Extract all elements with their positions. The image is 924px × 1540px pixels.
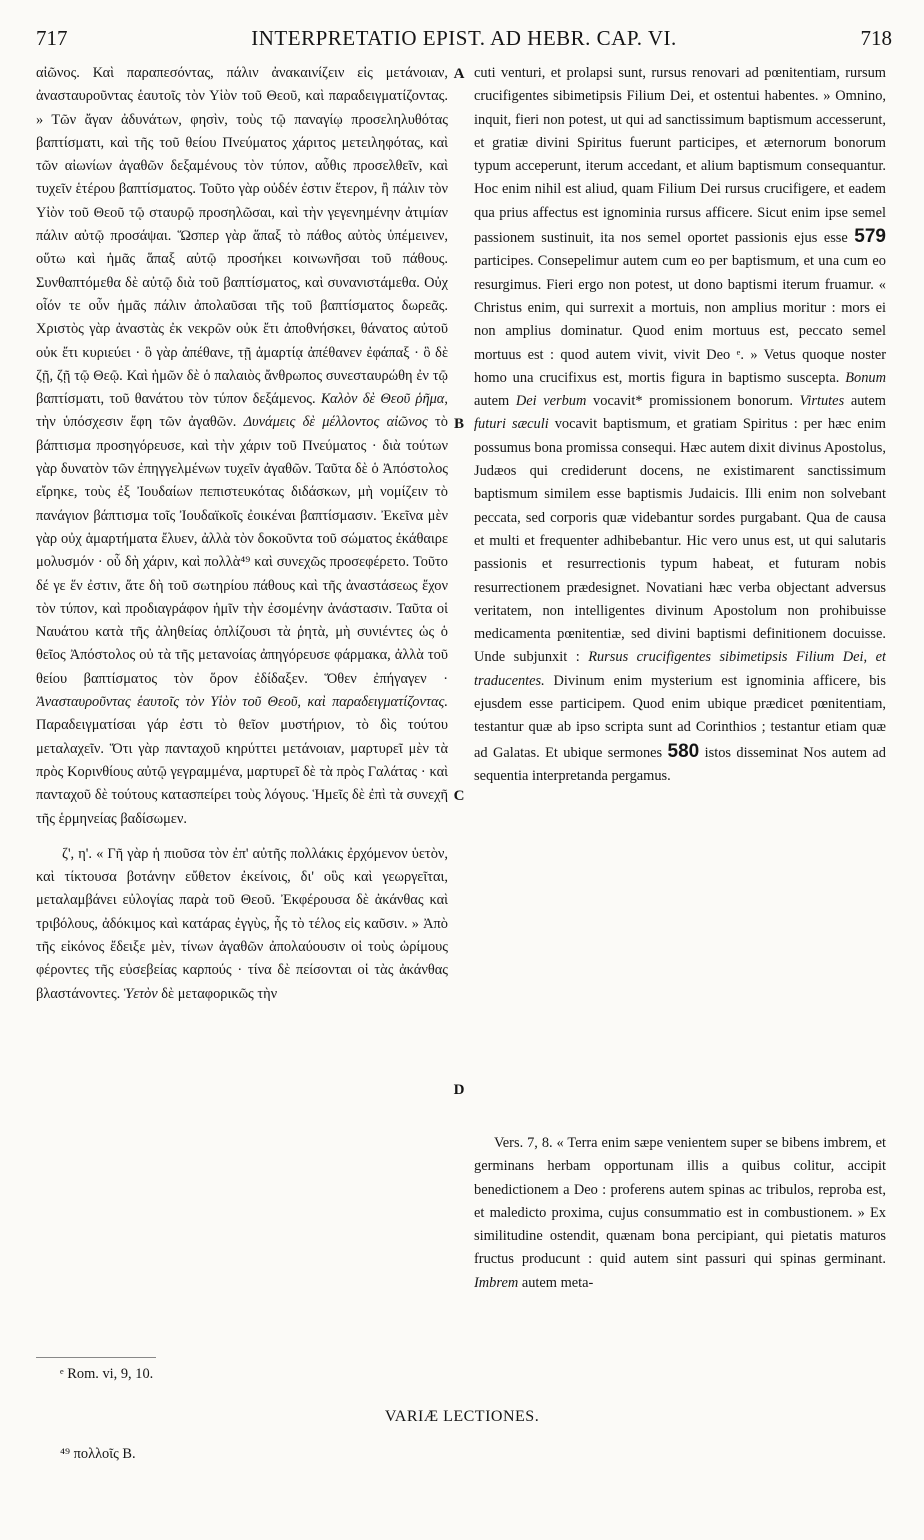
- greek-text: Παραδειγματίσαι γάρ ἐστι τὸ θεῖον μυστήριον, τὸ δὶς τούτου μεταλαχεῖν. Ὅτι γὰρ πανταχοῦ κηρύττει μετάνοιαν, μαρτυρεῖ μὲν τὰ πρὸς Κορινθίους αὐτῷ γεγραμμένα, μαρτυρεῖ δὲ τὰ πρὸς Γαλάτας · καὶ πανταχοῦ δὲ τούτους κατασπείρει τοὺς λόγους. Ἡμεῖς δὲ ἐπὶ τὰ συνεχῆ τῆς ἑρμηνείας βαδίσωμεν.: [36, 717, 448, 827]
- page-number-right: 718: [860, 26, 892, 50]
- greek-text: τὸ βάπτισμα προσηγόρευσε, καὶ τὴν χάριν τοῦ Πνεύματος · διὰ τούτων γὰρ δυνατὸν τῶν ἐπηγγελμένων τυχεῖν ἀγαθῶν. Ταῦτα δὲ ὁ Ἀπόστολος εἴρηκε, τοὺς ἐξ Ἰουδαίων πεπιστευκότας διδάσκων, μὴ νομίζειν τὸ πανάγιον βάπτισμα τοῖς Ἰουδαϊκοῖς ἐοικέναι βαπτίσμασιν. Ἐκεῖνα μὲν γὰρ οὐχ ἁμαρτήματα ἔλυεν, ἀλλὰ τὸν δοκοῦντα τοῦ σώματος ἐκάθαιρε μολυσμόν · οὗ δὴ χάριν, καὶ πολλὰ⁴⁹ καὶ συνεχῶς προσεφέρετο. Τοῦτο δέ γε ἕν ἐστιν, ἅτε δὴ τοῦ σωτηρίου πάθους καὶ τῆς ἀναστάσεως ἔχον τὸν τύπον, καὶ προδιαγράφον ἡμῖν τὴν ἐσομένην ἀνάστασιν. Ταῦτα οἱ Ναυάτου κατὰ τῆς ἀληθείας ὁπλίζουσι τὰ ῥητὰ, μὴ συνιέντες ὡς ὁ θεῖος Ἀπόστολος οὐ τὰ τῆς μετανοίας ἀπηγόρευσε φάρμακα, ἀλλὰ τοῦ θείου βαπτίσματος τὸν ὅρον ἐδίδαξεν. Ὅθεν ἐπήγαγεν ·: [36, 414, 448, 687]
- footnote: ᵉ Rom. vi, 9, 10.: [60, 1366, 154, 1382]
- latin-text: autem meta-: [518, 1274, 594, 1291]
- latin-text: vocavit* promissionem bonorum.: [586, 393, 800, 410]
- greek-italic: Ὑετὸν: [123, 985, 158, 1002]
- latin-italic: Imbrem: [474, 1274, 519, 1291]
- variae-lectiones-heading: VARIÆ LECTIONES.: [384, 1408, 540, 1425]
- greek-italic: Ἀνασταυροῦντας ἑαυτοῖς τὸν Υἱὸν τοῦ Θεοῦ, καὶ παραδειγματίζοντας.: [36, 694, 448, 711]
- latin-text: participes. Consepelimur autem cum eo per baptismum, et una cum eo resurgimus. Fieri ergo non potest, ut dono baptismi iterum fruamur. « Christus enim, qui surrexit a mortuis, non amplius moritur : mors ei non amplius dominatur. Quod enim mortuus est, peccato semel mortuus est : quod autem vivit, vivit Deo ᵉ. » Vetus quoque noster homo una crucifixus est, mortis figura in baptismo suscepta.: [474, 253, 886, 386]
- footnote-rule: [36, 1357, 156, 1358]
- latin-italic: futuri sæculi: [474, 416, 549, 433]
- latin-italic: Bonum: [845, 369, 886, 386]
- greek-text: αἰῶνος. Καὶ παραπεσόντας, πάλιν ἀνακαινίζειν εἰς μετάνοιαν, ἀνασταυροῦντας ἑαυτοῖς τὸν Υἱὸν τοῦ Θεοῦ, καὶ παραδειγματίζοντας. » Τῶν ἄγαν ἀδυνάτων, φησὶν, τοὺς τῷ παναγίῳ προσεληλυθότας βαπτίσματι, καὶ τῆς τοῦ θείου Πνεύματος χάριτος μετειληφότας, καὶ τῶν αἰωνίων ἀγαθῶν δεξαμένους τὸν τύπον, αὖθις προσελθεῖν, καὶ τυχεῖν ἑτέρου βαπτίσματος. Τοῦτο γὰρ οὐδέν ἐστιν ἕτερον, ἢ πάλιν τὸν Υἱὸν τοῦ Θεοῦ τῷ σταυρῷ προσηλῶσαι, καὶ τὴν γεγενημένην ἀτιμίαν πάλιν αὐτῷ προσάψαι. Ὥσπερ γὰρ ἅπαξ τὸ πάθος αὐτὸς ὑπέμεινεν, οὕτω καὶ ἡμᾶς ἅπαξ αὐτῷ προσήκει κοινωνῆσαι τοῦ πάθους. Συνθαπτόμεθα δὲ αὐτῷ διὰ τοῦ βαπτίσματος, καὶ συνανιστάμεθα. Οὐχ οἷόν τε οὖν ἡμᾶς πάλιν ἀπολαῦσαι τῆς τοῦ βαπτίσματος δωρεᾶς. Χριστὸς γὰρ ἀναστὰς ἐκ νεκρῶν οὐκ ἔτι ἀποθνήσκει, θάνατος αὐτοῦ οὐκ ἔτι κυριεύει · ὃ γὰρ ἀπέθανε, τῇ ἁμαρτίᾳ ἀπέθανεν ἐφάπαξ · ὃ δὲ ζῇ, ζῇ τῷ Θεῷ. Καὶ ἡμῶν δὲ ὁ παλαιὸς ἄνθρωπος συνεσταυρώθη ἐν τῷ βαπτίσματι, τοῦ θανάτου τὸν τύπον δεξάμενος.: [36, 65, 448, 408]
- margin-letter-c: C: [453, 788, 465, 804]
- greek-text: , τὴν ὑπόσχεσιν ἔφη τῶν ἀγαθῶν.: [36, 391, 448, 431]
- latin-italic: Dei verbum: [515, 393, 587, 410]
- latin-text: vocavit baptismum, et gratiam Spiritus : per hæc enim possumus bona promissa consequi. Hæc autem dixit divinus Apostolus, Judæos qui crediderunt docens, ne existimarent sanctissimum baptismum similem esse baptismis Judaicis. Illi enim non solvebant peccata, sed corporis quæ videbantur sordes purgabant. Qua de causa et multi et frequenter adhibebantur. Hic vero unus est, ut qui salutaris passionis et resurrectionis typum habeat, et futuram nobis resurrectionem prædesignet. Novatiani hæc verba objectant adversus veritatem, non intelligentes divinum Apostolum non prohibuisse medicamenta pœnitentiæ, sed divini baptismi definitionem docuisse. Unde subjunxit :: [474, 416, 886, 666]
- latin-paragraph-2: [474, 1132, 886, 1295]
- greek-text: δὲ μεταφορικῶς τὴν: [157, 985, 278, 1002]
- margin-letter-d: D: [453, 1082, 465, 1098]
- latin-text: istos disseminat Nos autem ad sequentia interpretanda pergamus.: [474, 744, 886, 784]
- latin-text: Divinum enim mysterium est ignominia afficere, bis ejusdem esse participem. Quod enim ubique prædicet pœnitentiam, testantur quæ ab ipso scripta sunt ad Corinthios ; testantur etiam quæ ad Galatas. Et ubique sermones: [474, 672, 886, 761]
- latin-column: [474, 62, 886, 854]
- greek-paragraph-1: [36, 62, 448, 831]
- latin-text: autem: [474, 393, 516, 410]
- column-number: 579: [854, 226, 886, 248]
- variant-reading: ⁴⁹ πολλοῖς B.: [60, 1446, 136, 1462]
- margin-letter-b: B: [453, 416, 464, 432]
- latin-italic: Virtutes: [799, 393, 845, 410]
- greek-italic: Καλὸν δὲ Θεοῦ ῥῆμα: [320, 391, 445, 408]
- running-title: INTERPRETATIO EPIST. AD HEBR. CAP. VI.: [251, 26, 677, 50]
- latin-text: cuti venturi, et prolapsi sunt, rursus renovari ad pœnitentiam, rursum crucifigentes sibimetipsis Filium Dei, et ostentui habentes. » Omnino, inquit, fieri non potest, ut qui ad sanctissimum baptismum accesserunt, et gratiæ divini Spiritus fuerunt participes, et æternorum bonorum typum acceperunt, iterum accedant, et alium baptismum consequantur. Hoc enim nihil est aliud, quam Filium Dei rursus crucifigere, et eadem qua prius affectus est ignominia rursus afficere. Sicut enim ipse semel passionem sustinuit, ita nos semel oportet passionis ejus esse: [474, 65, 886, 247]
- latin-text: autem: [844, 393, 886, 410]
- running-header: [36, 26, 892, 60]
- column-number: 580: [667, 740, 700, 762]
- margin-letter-a: A: [453, 66, 465, 82]
- greek-italic: Δυνάμεις δὲ μέλλοντος αἰῶνος: [243, 414, 428, 431]
- latin-paragraph-1: [474, 62, 886, 788]
- latin-text: Vers. 7, 8. « Terra enim sæpe venientem super se bibens imbrem, et germinans herbam opportunam illis a quibus colitur, accipit benedictionem a Deo : proferens autem spinas ac tribulos, reproba est, et maledicto proxima, cujus consummatio est in combustionem. » Ex similitudine ostendit, quænam bona percipiant, qui pietatis maturos fructus producunt : quid autem sint passuri qui spinas germinant.: [474, 1135, 886, 1268]
- greek-column: [36, 62, 448, 1142]
- greek-text: ζ', η'. « Γῆ γὰρ ἡ πιοῦσα τὸν ἐπ' αὐτῆς πολλάκις ἐρχόμενον ὑετὸν, καὶ τίκτουσα βοτάνην εὔθετον ἐκείνοις, δι' οὓς καὶ γεωργεῖται, μεταλαμβάνει εὐλογίας παρὰ τοῦ Θεοῦ. Ἐκφέρουσα δὲ ἀκάνθας καὶ τριβόλους, ἀδόκιμος καὶ κατάρας ἐγγὺς, ἧς τὸ τέλος εἰς καῦσιν. » Ἀπὸ τῆς εἰκόνος ἔδειξε μὲν, τίνων ἀγαθῶν ἀπολαύουσιν οἱ τοὺς ὡρίμους φέροντες τῆς εὐσεβείας καρπούς · τίνα δὲ πείσονται οἱ τὰς ἀκάνθας βλαστάνοντες.: [36, 845, 448, 1002]
- latin-italic: Rursus crucifigentes sibimetipsis Filium Dei, et traducentes.: [474, 649, 886, 689]
- latin-column-lower: [474, 1132, 886, 1362]
- page-number-left: 717: [36, 26, 68, 50]
- greek-paragraph-2: [36, 843, 448, 1006]
